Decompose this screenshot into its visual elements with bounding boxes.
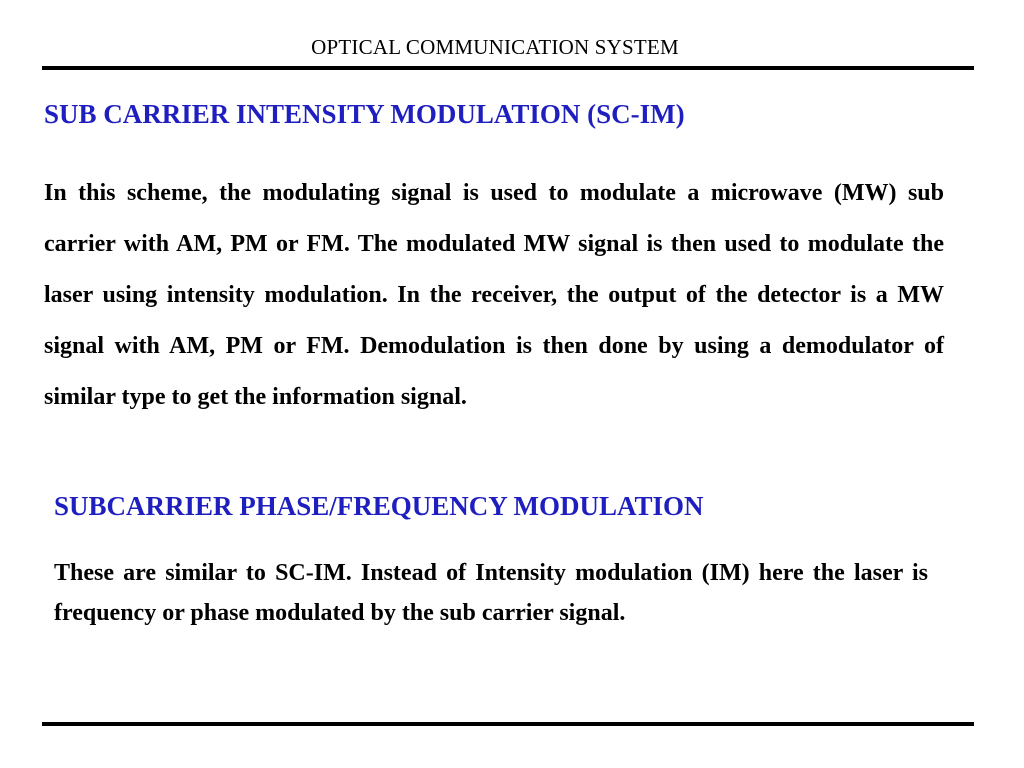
section-body-phase-frequency: These are similar to SC-IM. Instead of Intensity modulation (IM) here the laser is frequency or phase modulated by the sub carrier signal. — [54, 560, 928, 626]
section-heading-phase-frequency: SUBCARRIER PHASE/FREQUENCY MODULATION — [54, 491, 704, 521]
section-body-sc-im: In this scheme, the modulating signal is used to modulate a microwave (MW) sub carrier with AM, PM or FM. The modulated MW signal is then used to modulate the laser using intensity modulation. In the receiver, the output of the detector is a MW signal with AM, PM or FM. Demodulation is then done by using a demodulator of similar type to get the information signal. — [44, 180, 944, 410]
bottom-divider — [42, 722, 974, 726]
slide-header-title: OPTICAL COMMUNICATION SYSTEM — [311, 35, 679, 59]
top-divider — [42, 66, 974, 70]
section-heading-sc-im: SUB CARRIER INTENSITY MODULATION (SC-IM) — [44, 99, 685, 129]
